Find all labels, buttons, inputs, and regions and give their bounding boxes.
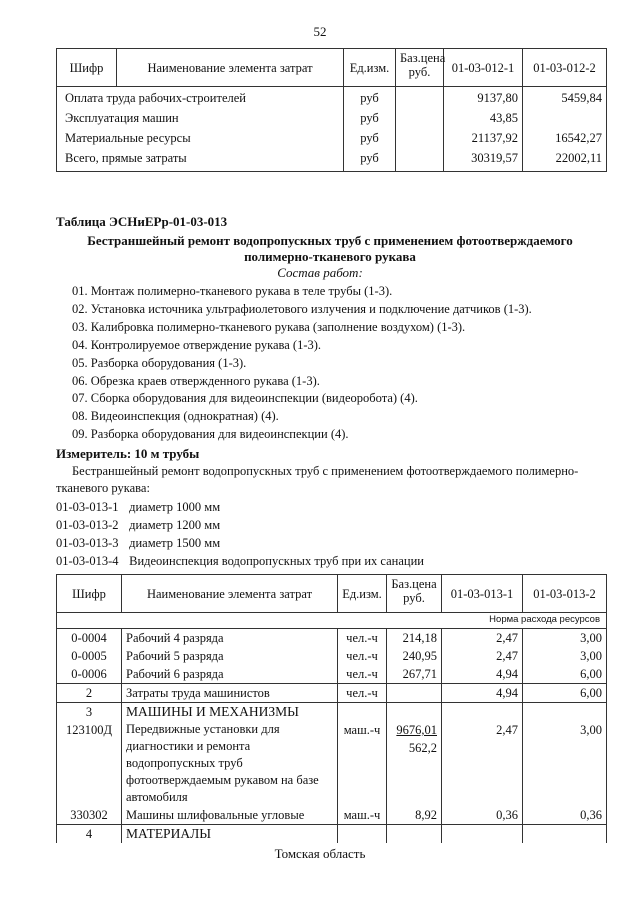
row-value-2 [523,825,607,844]
col-header-base-price [387,575,442,613]
code: 01-03-013-4 [56,554,119,568]
section-row-machines [57,703,607,722]
code-item [56,500,220,515]
description-line2: тканевого рукава: [56,481,150,495]
cost-summary-table [56,48,607,172]
row-code: 0-0006 [57,665,122,684]
row-value-2: 5459,84 [523,87,607,108]
row-value-2 [523,703,607,722]
row-value-1: 43,85 [444,107,523,127]
code-item [56,554,424,569]
col-header-unit: Ед.изм. [344,49,396,87]
col-header-013-2: 01-03-013-2 [523,575,607,613]
row-name: Затраты труда машинистов [122,684,338,703]
col-header-unit: Ед.изм. [338,575,387,613]
row-price [387,825,442,844]
row-value-2: 22002,11 [523,147,607,172]
row-value-1: 2,47 [442,647,523,665]
base-price-line1: Баз.цена [391,577,437,591]
row-value-1: 21137,92 [444,127,523,147]
row-name: Машины шлифовальные угловые [122,806,338,825]
measure-unit: Измеритель: 10 м трубы [56,446,200,461]
row-value-1: 4,94 [442,684,523,703]
row-value-1: 9137,80 [444,87,523,108]
row-name: Материальные ресурсы [57,127,344,147]
table-row [57,665,607,684]
row-unit: чел.-ч [338,629,387,648]
work-item: 09. Разборка оборудования для видеоинспекции (4). [72,427,349,441]
work-item: 04. Контролируемое отверждение рукава (1-3). [72,338,322,352]
row-name: Всего, прямые затраты [57,147,344,172]
row-value-2 [523,107,607,127]
row-value-2: 3,00 [523,629,607,648]
code: 01-03-013-2 [56,518,119,532]
row-price [396,147,444,172]
row-value-1: 2,47 [442,629,523,648]
col-header-name: Наименование элемента затрат [122,575,338,613]
table-row [57,647,607,665]
row-unit: руб [344,147,396,172]
col-header-code: Шифр [57,49,117,87]
table-row [57,87,607,108]
row-value-1: 30319,57 [444,147,523,172]
row-unit: чел.-ч [338,665,387,684]
section-row-materials [57,825,607,844]
code-text: диаметр 1000 мм [129,500,221,514]
row-price: 214,18 [387,629,442,648]
row-name: Эксплуатация машин [57,107,344,127]
table-row [57,127,607,147]
row-price [396,87,444,108]
work-item: 05. Разборка оборудования (1-3). [72,356,247,370]
base-price-line2: руб. [403,591,425,605]
row-price [396,127,444,147]
work-item: 08. Видеоинспекция (однократная) (4). [72,409,279,423]
table-row [57,629,607,648]
row-value-1 [442,825,523,844]
row-unit: руб [344,87,396,108]
table-header-row [57,49,607,87]
row-value-2: 3,00 [523,647,607,665]
row-value-2: 3,00 [523,721,607,806]
row-value-1: 2,47 [442,721,523,806]
norm-row [57,613,607,629]
section-heading-line2: полимерно-тканевого рукава [244,249,416,264]
work-item: 01. Монтаж полимерно-тканевого рукава в теле трубы (1-3). [72,284,393,298]
table-row [57,806,607,825]
col-header-013-1: 01-03-013-1 [442,575,523,613]
row-price: 240,95 [387,647,442,665]
row-price [387,721,442,806]
page-footer: Томская область [274,846,366,861]
table-row [57,147,607,172]
row-value-1 [442,703,523,722]
work-item: 03. Калибровка полимерно-тканевого рукава (заполнение воздухом) (1-3). [72,320,466,334]
code: 01-03-013-1 [56,500,119,514]
table-row [57,107,607,127]
row-price [387,703,442,722]
row-value-2: 16542,27 [523,127,607,147]
work-item: 07. Сборка оборудования для видеоинспекции (видеоробота) (4). [72,391,418,405]
col-header-name: Наименование элемента затрат [117,49,344,87]
row-price: 267,71 [387,665,442,684]
col-header-012-1: 01-03-012-1 [444,49,523,87]
row-code: 4 [57,825,122,844]
table-row [57,721,607,806]
row-value-1: 0,36 [442,806,523,825]
work-item: 06. Обрезка краев отвержденного рукава (1-3). [72,374,320,388]
code-text: Видеоинспекция водопропускных труб при их санации [129,554,424,568]
row-unit: маш.-ч [338,721,387,806]
section-heading-line1: Бестраншейный ремонт водопропускных труб с применением фотоотверждаемого [87,233,573,248]
table-header-row [57,575,607,613]
price-main: 9676,01 [396,723,437,737]
row-name: Рабочий 6 разряда [122,665,338,684]
price-sub: 562,2 [408,741,437,755]
row-value-1: 4,94 [442,665,523,684]
row-code: 123100Д [57,721,122,806]
code-text: диаметр 1500 мм [129,536,221,550]
row-code: 3 [57,703,122,722]
row-unit [338,825,387,844]
row-name: Рабочий 5 разряда [122,647,338,665]
row-name: Передвижные установки для диагностики и ремонта водопропускных труб фотоотверждаемым рукавом на базе автомобиля [122,721,338,806]
row-name: Оплата труда рабочих-строителей [57,87,344,108]
norm-label: Норма расхода ресурсов [57,613,607,629]
row-code: 2 [57,684,122,703]
table-row [57,684,607,703]
row-value-2: 6,00 [523,665,607,684]
row-code: 0-0004 [57,629,122,648]
row-unit: руб [344,107,396,127]
row-name: МАТЕРИАЛЫ [122,825,338,844]
row-code: 0-0005 [57,647,122,665]
code-item [56,518,220,533]
row-value-2: 6,00 [523,684,607,703]
work-item: 02. Установка источника ультрафиолетового излучения и подключение датчиков (1-3). [72,302,532,316]
col-header-012-2: 01-03-012-2 [523,49,607,87]
row-value-2: 0,36 [523,806,607,825]
row-price [387,684,442,703]
row-name: Рабочий 4 разряда [122,629,338,648]
description-line1: Бестраншейный ремонт водопропускных труб с применением фотоотверждаемого полимерно- [72,464,579,478]
row-price [396,107,444,127]
code-text: диаметр 1200 мм [129,518,221,532]
row-unit [338,703,387,722]
row-code: 330302 [57,806,122,825]
row-unit: маш.-ч [338,806,387,825]
code-item [56,536,220,551]
row-unit: чел.-ч [338,684,387,703]
table-title: Таблица ЭСНиЕРр-01-03-013 [56,214,228,229]
code: 01-03-013-3 [56,536,119,550]
work-composition-label: Состав работ: [277,265,363,280]
row-unit: чел.-ч [338,647,387,665]
base-price-line1: Баз.цена [400,51,446,65]
row-name: МАШИНЫ И МЕХАНИЗМЫ [122,703,338,722]
row-price: 8,92 [387,806,442,825]
col-header-code: Шифр [57,575,122,613]
row-unit: руб [344,127,396,147]
resource-norms-table [56,574,607,843]
base-price-line2: руб. [408,65,431,79]
col-header-base-price [396,49,444,87]
page-number: 52 [313,24,327,39]
